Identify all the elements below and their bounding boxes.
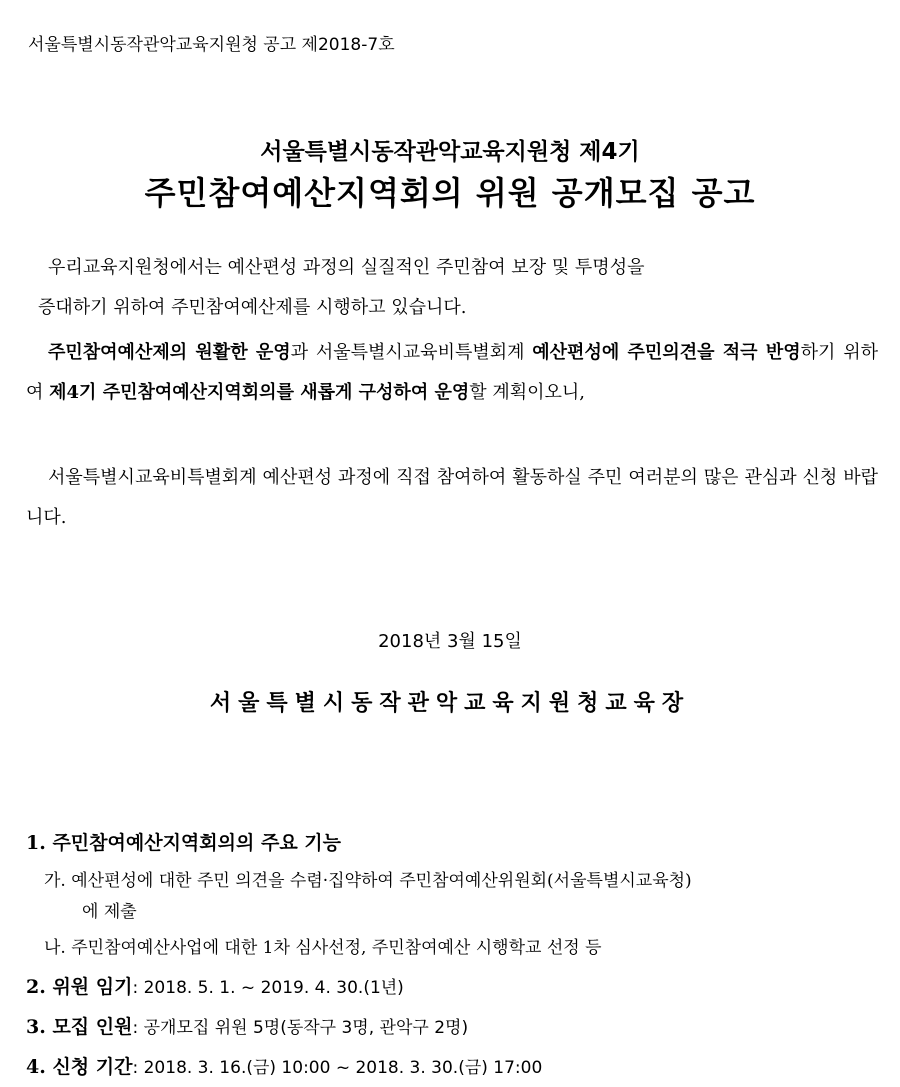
intro-paragraph — [26, 248, 878, 328]
purpose-bold-1: 주민참여예산제의 원활한 운영 — [48, 342, 291, 363]
title-line-1: 서울특별시동작관악교육지원청 제4기 — [260, 139, 640, 165]
notice-number: 서울특별시동작관악교육지원청 공고 제2018-7호 — [28, 35, 395, 55]
invitation-paragraph — [26, 458, 878, 538]
purpose-text-1: 과 서울특별시교육비특별회계 — [290, 342, 533, 363]
section-3-value: : 공개모집 위원 5명(동작구 3명, 관악구 2명) — [132, 1018, 469, 1038]
section-1-item-a — [44, 866, 884, 928]
signer: 서울특별시동작관악교육지원청교육장 — [209, 691, 691, 716]
section-2-value: : 2018. 5. 1. ~ 2019. 4. 30.(1년) — [132, 978, 404, 998]
purpose-bold-2: 예산편성에 주민의견을 적극 반영 — [532, 342, 801, 363]
invitation-text: 서울특별시교육비특별회계 예산편성 과정에 직접 참여하여 활동하실 주민 여러분의 많은 관심과 신청 바랍니다. — [26, 467, 878, 528]
notice-date: 2018년 3월 15일 — [378, 631, 522, 652]
section-1-item-a-line-2: 에 제출 — [82, 902, 137, 922]
section-1-item-b: 나. 주민참여예산사업에 대한 1차 심사선정, 주민참여예산 시행학교 선정 등 — [44, 938, 602, 958]
section-2-label: 2. 위원 임기 — [26, 976, 133, 998]
purpose-text-2: 하기 위하여 — [26, 342, 878, 403]
section-1-item-a-line-1: 가. 예산편성에 대한 주민 의견을 수렴·집약하여 주민참여예산위원회(서울특별시교육청) — [44, 871, 692, 891]
intro-line-1: 우리교육지원청에서는 예산편성 과정의 실질적인 주민참여 보장 및 투명성을 — [48, 257, 645, 278]
section-3-recruitment — [26, 1012, 468, 1039]
section-4-label: 4. 신청 기간 — [26, 1056, 133, 1078]
purpose-paragraph — [26, 333, 878, 413]
section-2-term — [26, 972, 404, 999]
section-1-title: 1. 주민참여예산지역회의의 주요 기능 — [26, 832, 341, 854]
purpose-bold-3: 제4기 주민참여예산지역회의를 새롭게 구성하여 운영 — [49, 382, 470, 403]
purpose-text-3: 할 계획이오니, — [469, 382, 586, 403]
section-4-period — [26, 1052, 542, 1079]
section-4-value: : 2018. 3. 16.(금) 10:00 ~ 2018. 3. 30.(금) 17:00 — [132, 1058, 543, 1078]
page-title: 주민참여예산지역회의 위원 공개모집 공고 — [144, 174, 756, 212]
section-3-label: 3. 모집 인원 — [26, 1016, 133, 1038]
intro-line-2: 증대하기 위하여 주민참여예산제를 시행하고 있습니다. — [38, 297, 467, 318]
